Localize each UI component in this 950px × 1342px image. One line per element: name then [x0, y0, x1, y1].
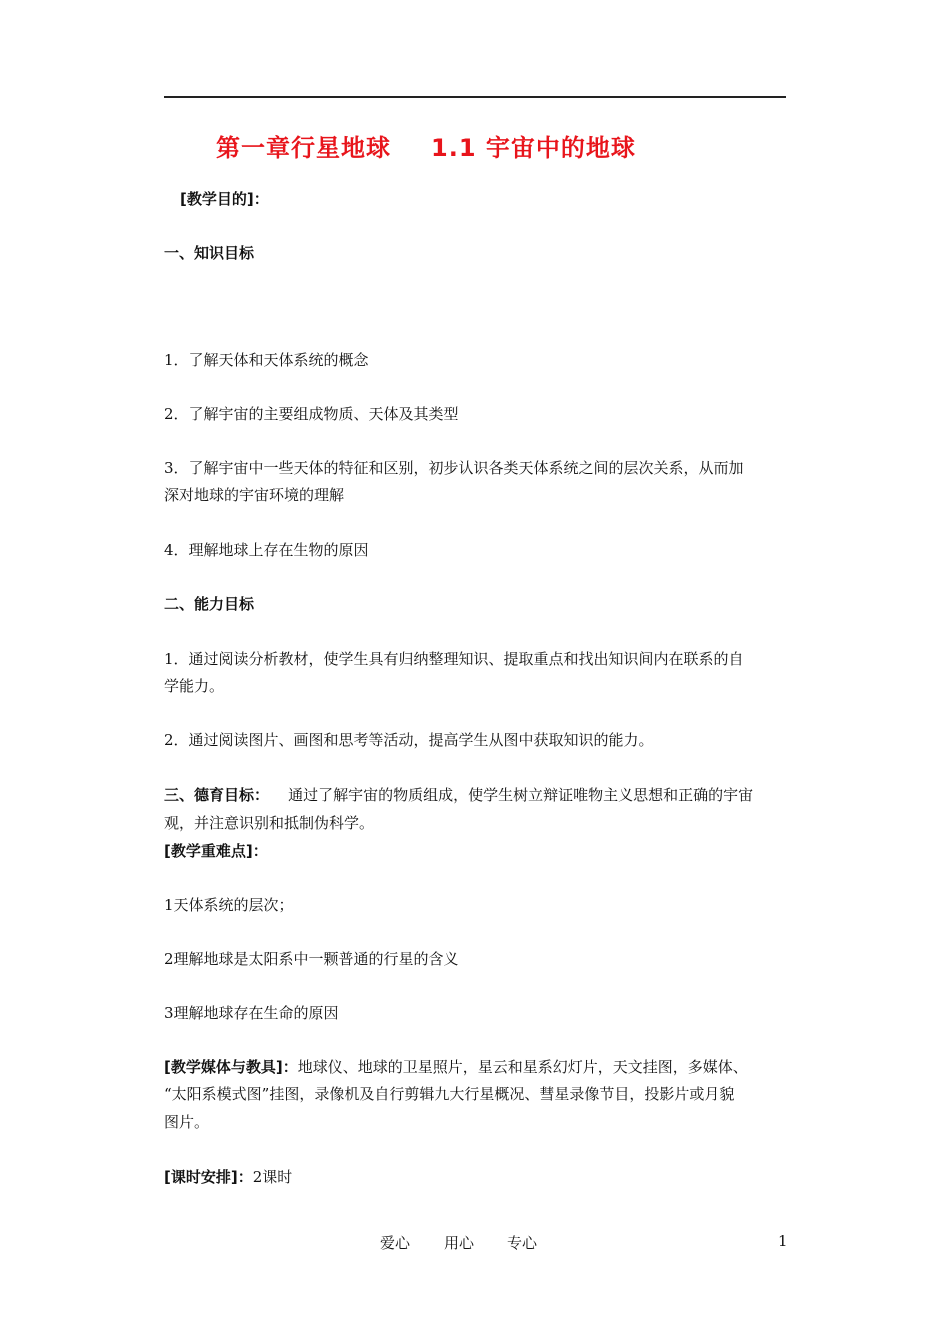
knowledge-heading: 一、知识目标	[164, 244, 255, 262]
schedule-line	[164, 1164, 788, 1191]
footer-yongxin: 用心	[444, 1234, 475, 1252]
knowledge-item-1: 1．了解天体和天体系统的概念	[164, 351, 369, 369]
media-text-2: “太阳系模式图”挂图，录像机及自行剪辑九大行星概况、彗星录像节目，投影片或月貌	[164, 1085, 735, 1103]
chapter-title: 第一章行星地球	[216, 134, 391, 162]
knowledge-item-3-cont: 深对地球的宇宙环境的理解	[164, 486, 345, 504]
footer-zhuanxin: 专心	[507, 1234, 538, 1252]
schedule-heading: [课时安排]：	[164, 1168, 253, 1186]
moral-text-2: 观，并注意识别和抵制伪科学。	[164, 814, 375, 832]
key-points-heading: [教学重难点]：	[164, 842, 268, 860]
ability-item-2: 2．通过阅读图片、画图和思考等活动，提高学生从图中获取知识的能力。	[164, 731, 654, 749]
media-text-3: 图片。	[164, 1113, 210, 1131]
header-rule	[164, 96, 786, 98]
page-title	[216, 128, 636, 163]
teaching-goals-heading: [教学目的]：	[180, 190, 269, 208]
media-heading: [教学媒体与教具]：	[164, 1058, 298, 1076]
footer-aixin: 爱心	[380, 1234, 411, 1252]
section-title: 1.1 宇宙中的地球	[431, 134, 636, 162]
ability-item-1: 1．通过阅读分析教材，使学生具有归纳整理知识、提取重点和找出知识间内在联系的自	[164, 650, 744, 668]
key-point-2: 2理解地球是太阳系中一颗普通的行星的含义	[164, 950, 459, 968]
media-line-1	[164, 1054, 788, 1081]
moral-line-1	[164, 782, 788, 809]
ability-item-1-cont: 学能力。	[164, 677, 225, 695]
moral-heading: 三、德育目标：	[164, 786, 270, 804]
key-point-3: 3理解地球存在生命的原因	[164, 1004, 339, 1022]
schedule-value: 2课时	[252, 1168, 293, 1186]
knowledge-item-3: 3．了解宇宙中一些天体的特征和区别，初步认识各类天体系统之间的层次关系，从而加	[164, 459, 744, 477]
moral-text-1: 通过了解宇宙的物质组成，使学生树立辩证唯物主义思想和正确的宇宙	[288, 786, 754, 804]
ability-heading: 二、能力目标	[164, 595, 255, 613]
media-text-1: 地球仪、地球的卫星照片，星云和星系幻灯片，天文挂图，多媒体、	[297, 1058, 748, 1076]
page-number: 1	[778, 1232, 788, 1250]
knowledge-item-4: 4．理解地球上存在生物的原因	[164, 541, 369, 559]
key-point-1: 1天体系统的层次；	[164, 896, 294, 914]
knowledge-item-2: 2．了解宇宙的主要组成物质、天体及其类型	[164, 405, 459, 423]
